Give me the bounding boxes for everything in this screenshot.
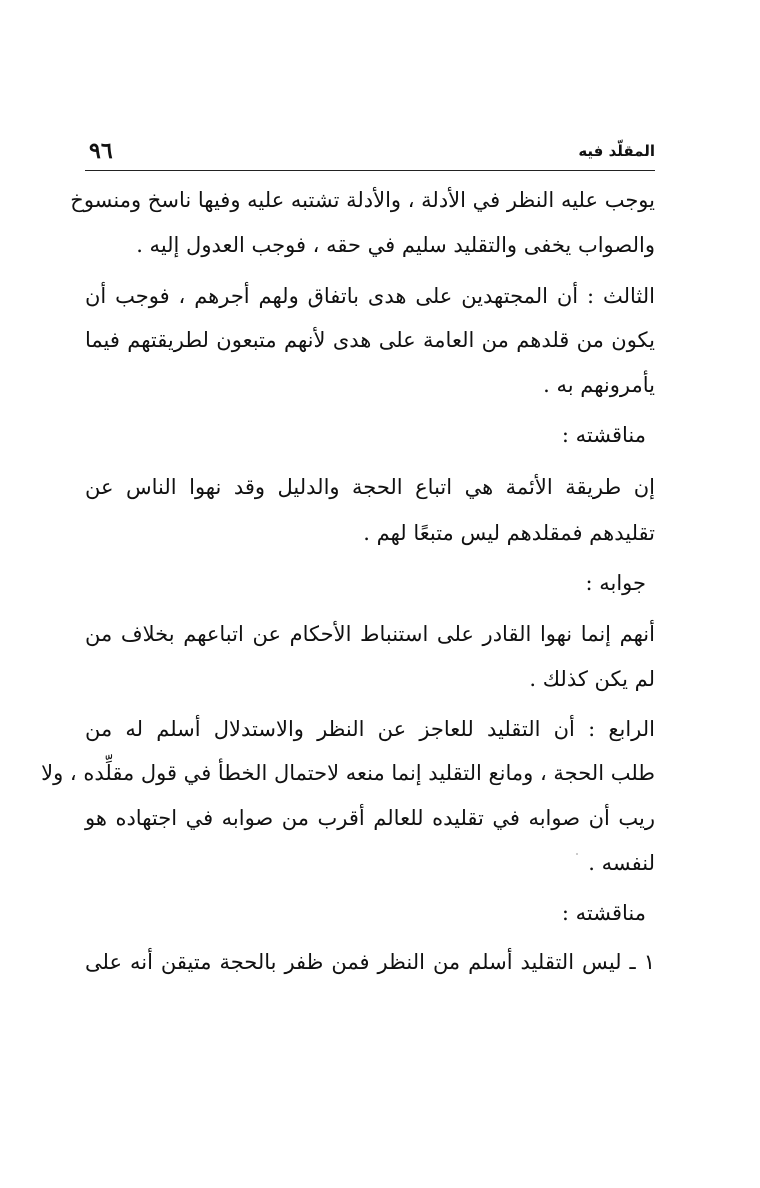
body-line: يوجب عليه النظر في الأدلة ، والأدلة تشتبه عليه وفيها ناسخ ومنسوخ — [70, 188, 655, 212]
body-line: إن طريقة الأئمة هي اتباع الحجة والدليل وقد نهوا الناس عن — [85, 475, 655, 499]
body-line: الرابع : أن التقليد للعاجز عن النظر والاستدلال أسلم له من — [85, 717, 655, 741]
running-title: المقلّد فيه — [578, 142, 655, 160]
body-line: ١ ـ ليس التقليد أسلم من النظر فمن ظفر بالحجة متيقن أنه على — [85, 950, 655, 974]
body-line: تقليدهم فمقلدهم ليس متبعًا لهم . — [363, 521, 655, 545]
body-line: لنفسه . — [588, 851, 655, 875]
body-line: يأمرونهم به . — [543, 373, 655, 397]
scan-speck — [576, 853, 578, 855]
page-header — [85, 140, 655, 171]
body-line: والصواب يخفى والتقليد سليم في حقه ، فوجب العدول إليه . — [136, 233, 655, 257]
page-number: ٩٦ — [89, 138, 113, 164]
section-label: جوابه : — [585, 571, 646, 595]
body-line: يكون من قلدهم من العامة على هدى لأنهم متبعون لطريقتهم فيما — [85, 328, 655, 352]
section-label: مناقشته : — [561, 423, 646, 447]
body-line: طلب الحجة ، ومانع التقليد إنما منعه لاحتمال الخطأ في قول مقلِّده ، ولا — [41, 761, 655, 785]
body-line: أنهم إنما نهوا القادر على استنباط الأحكام عن اتباعهم بخلاف من — [85, 622, 655, 646]
body-line: ريب أن صوابه في تقليده للعالم أقرب من صوابه في اجتهاده هو — [85, 806, 655, 830]
body-line: لم يكن كذلك . — [529, 667, 655, 691]
section-label: مناقشته : — [561, 901, 646, 925]
body-line: الثالث : أن المجتهدين على هدى باتفاق ولهم أجرهم ، فوجب أن — [85, 284, 655, 308]
